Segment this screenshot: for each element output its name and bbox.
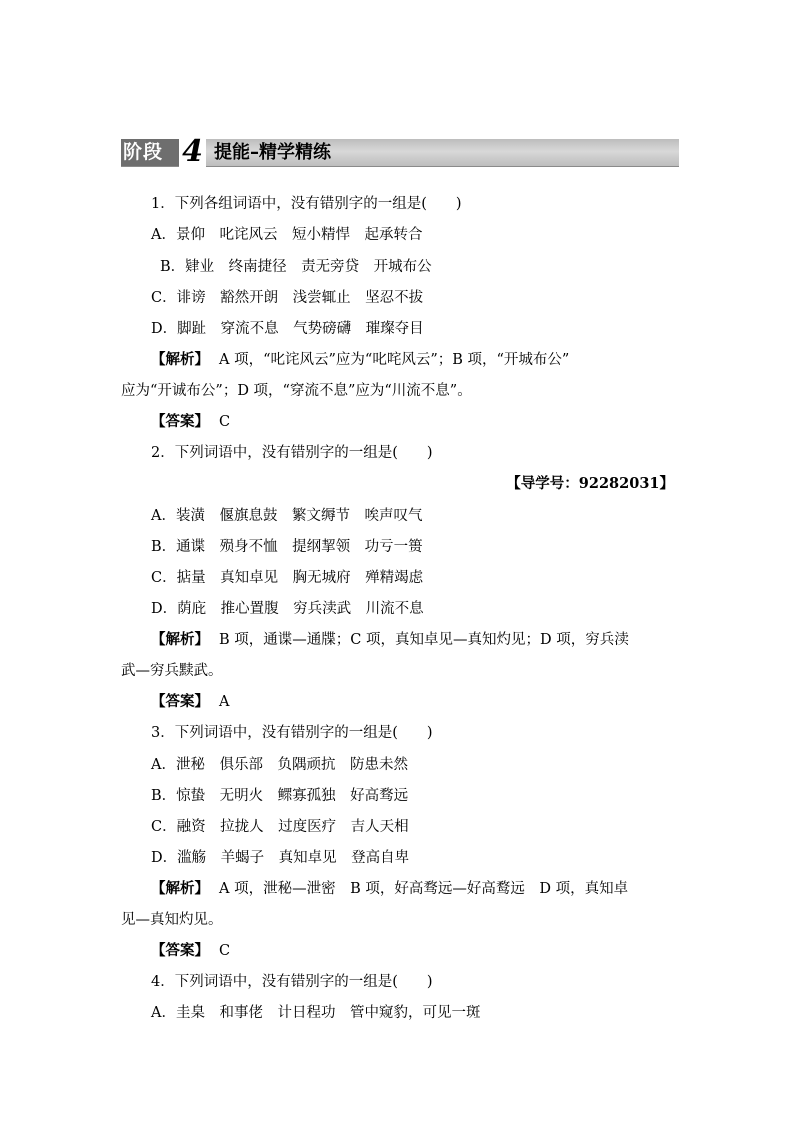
question-1-stem: 1．下列各组词语中，没有错别字的一组是( ) (151, 196, 462, 212)
analysis-label: 【解析】 (151, 631, 209, 648)
question-3-option-d: D．滥觞 羊蝎子 真知卓见 登高自卑 (151, 850, 410, 866)
question-2-answer (151, 692, 229, 712)
question-2-analysis-cont: 武—穷兵黩武。 (121, 663, 223, 679)
analysis-label: 【解析】 (151, 351, 209, 368)
answer-value: A (219, 694, 230, 710)
question-1-option-d: D．脚趾 穿流不息 气势磅礴 璀璨夺目 (151, 321, 424, 337)
answer-value: C (219, 414, 231, 430)
stage-number: 4 (179, 135, 206, 168)
question-2-option-a: A．装潢 偃旗息鼓 繁文缛节 唉声叹气 (151, 508, 423, 524)
analysis-text: A 项，“叱诧风云”应为“叱咤风云”；B 项，“开城布公” (219, 352, 570, 368)
question-3-analysis-cont: 见—真知灼见。 (121, 912, 223, 928)
question-2-option-c: C．掂量 真知卓见 胸无城府 殚精竭虑 (151, 570, 424, 586)
question-2-option-b: B．通谍 殒身不恤 提纲挈领 功亏一篑 (151, 539, 423, 555)
section-title: 提能–精学精练 (214, 142, 331, 163)
answer-value: C (219, 943, 231, 959)
question-1-option-b: B．肄业 终南捷径 责无旁贷 开城布公 (160, 259, 432, 275)
question-1-answer (151, 412, 230, 432)
question-3-answer (151, 941, 230, 961)
question-1-option-c: C．诽谤 豁然开朗 浅尝辄止 坚忍不拔 (151, 290, 424, 306)
answer-label: 【答案】 (151, 413, 209, 430)
question-1-analysis (151, 350, 569, 370)
question-2-reference: 【导学号：92282031】 (506, 475, 674, 492)
question-2-stem: 2．下列词语中，没有错别字的一组是( ) (151, 445, 433, 461)
analysis-label: 【解析】 (151, 880, 209, 897)
analysis-text: A 项，泄秘—泄密 B 项，好高骛远—好高鹜远 D 项，真知卓 (219, 881, 629, 897)
section-banner (121, 134, 679, 169)
analysis-text: B 项，通谍—通牒；C 项，真知卓见—真知灼见；D 项，穷兵渎 (219, 632, 629, 648)
question-3-option-c: C．融资 拉拢人 过度医疗 吉人天相 (151, 819, 409, 835)
question-1-option-a: A．景仰 叱诧风云 短小精悍 起承转合 (151, 227, 423, 243)
question-3-analysis (151, 879, 628, 899)
question-3-option-a: A．泄秘 俱乐部 负隅顽抗 防患未然 (151, 757, 408, 773)
answer-label: 【答案】 (151, 942, 209, 959)
answer-label: 【答案】 (151, 693, 209, 710)
stage-label: 阶段 (121, 139, 179, 166)
question-3-option-b: B．惊蛰 无明火 鳏寡孤独 好高骛远 (151, 788, 409, 804)
question-2-analysis (151, 630, 629, 650)
question-2-option-d: D．荫庇 推心置腹 穷兵渎武 川流不息 (151, 601, 424, 617)
question-4-option-a: A．圭臬 和事佬 计日程功 管中窥豹，可见一斑 (151, 1005, 481, 1021)
question-1-analysis-cont: 应为“开诚布公”；D 项，“穿流不息”应为“川流不息”。 (121, 383, 472, 399)
question-3-stem: 3．下列词语中，没有错别字的一组是( ) (151, 725, 433, 741)
question-4-stem: 4．下列词语中，没有错别字的一组是( ) (151, 974, 433, 990)
